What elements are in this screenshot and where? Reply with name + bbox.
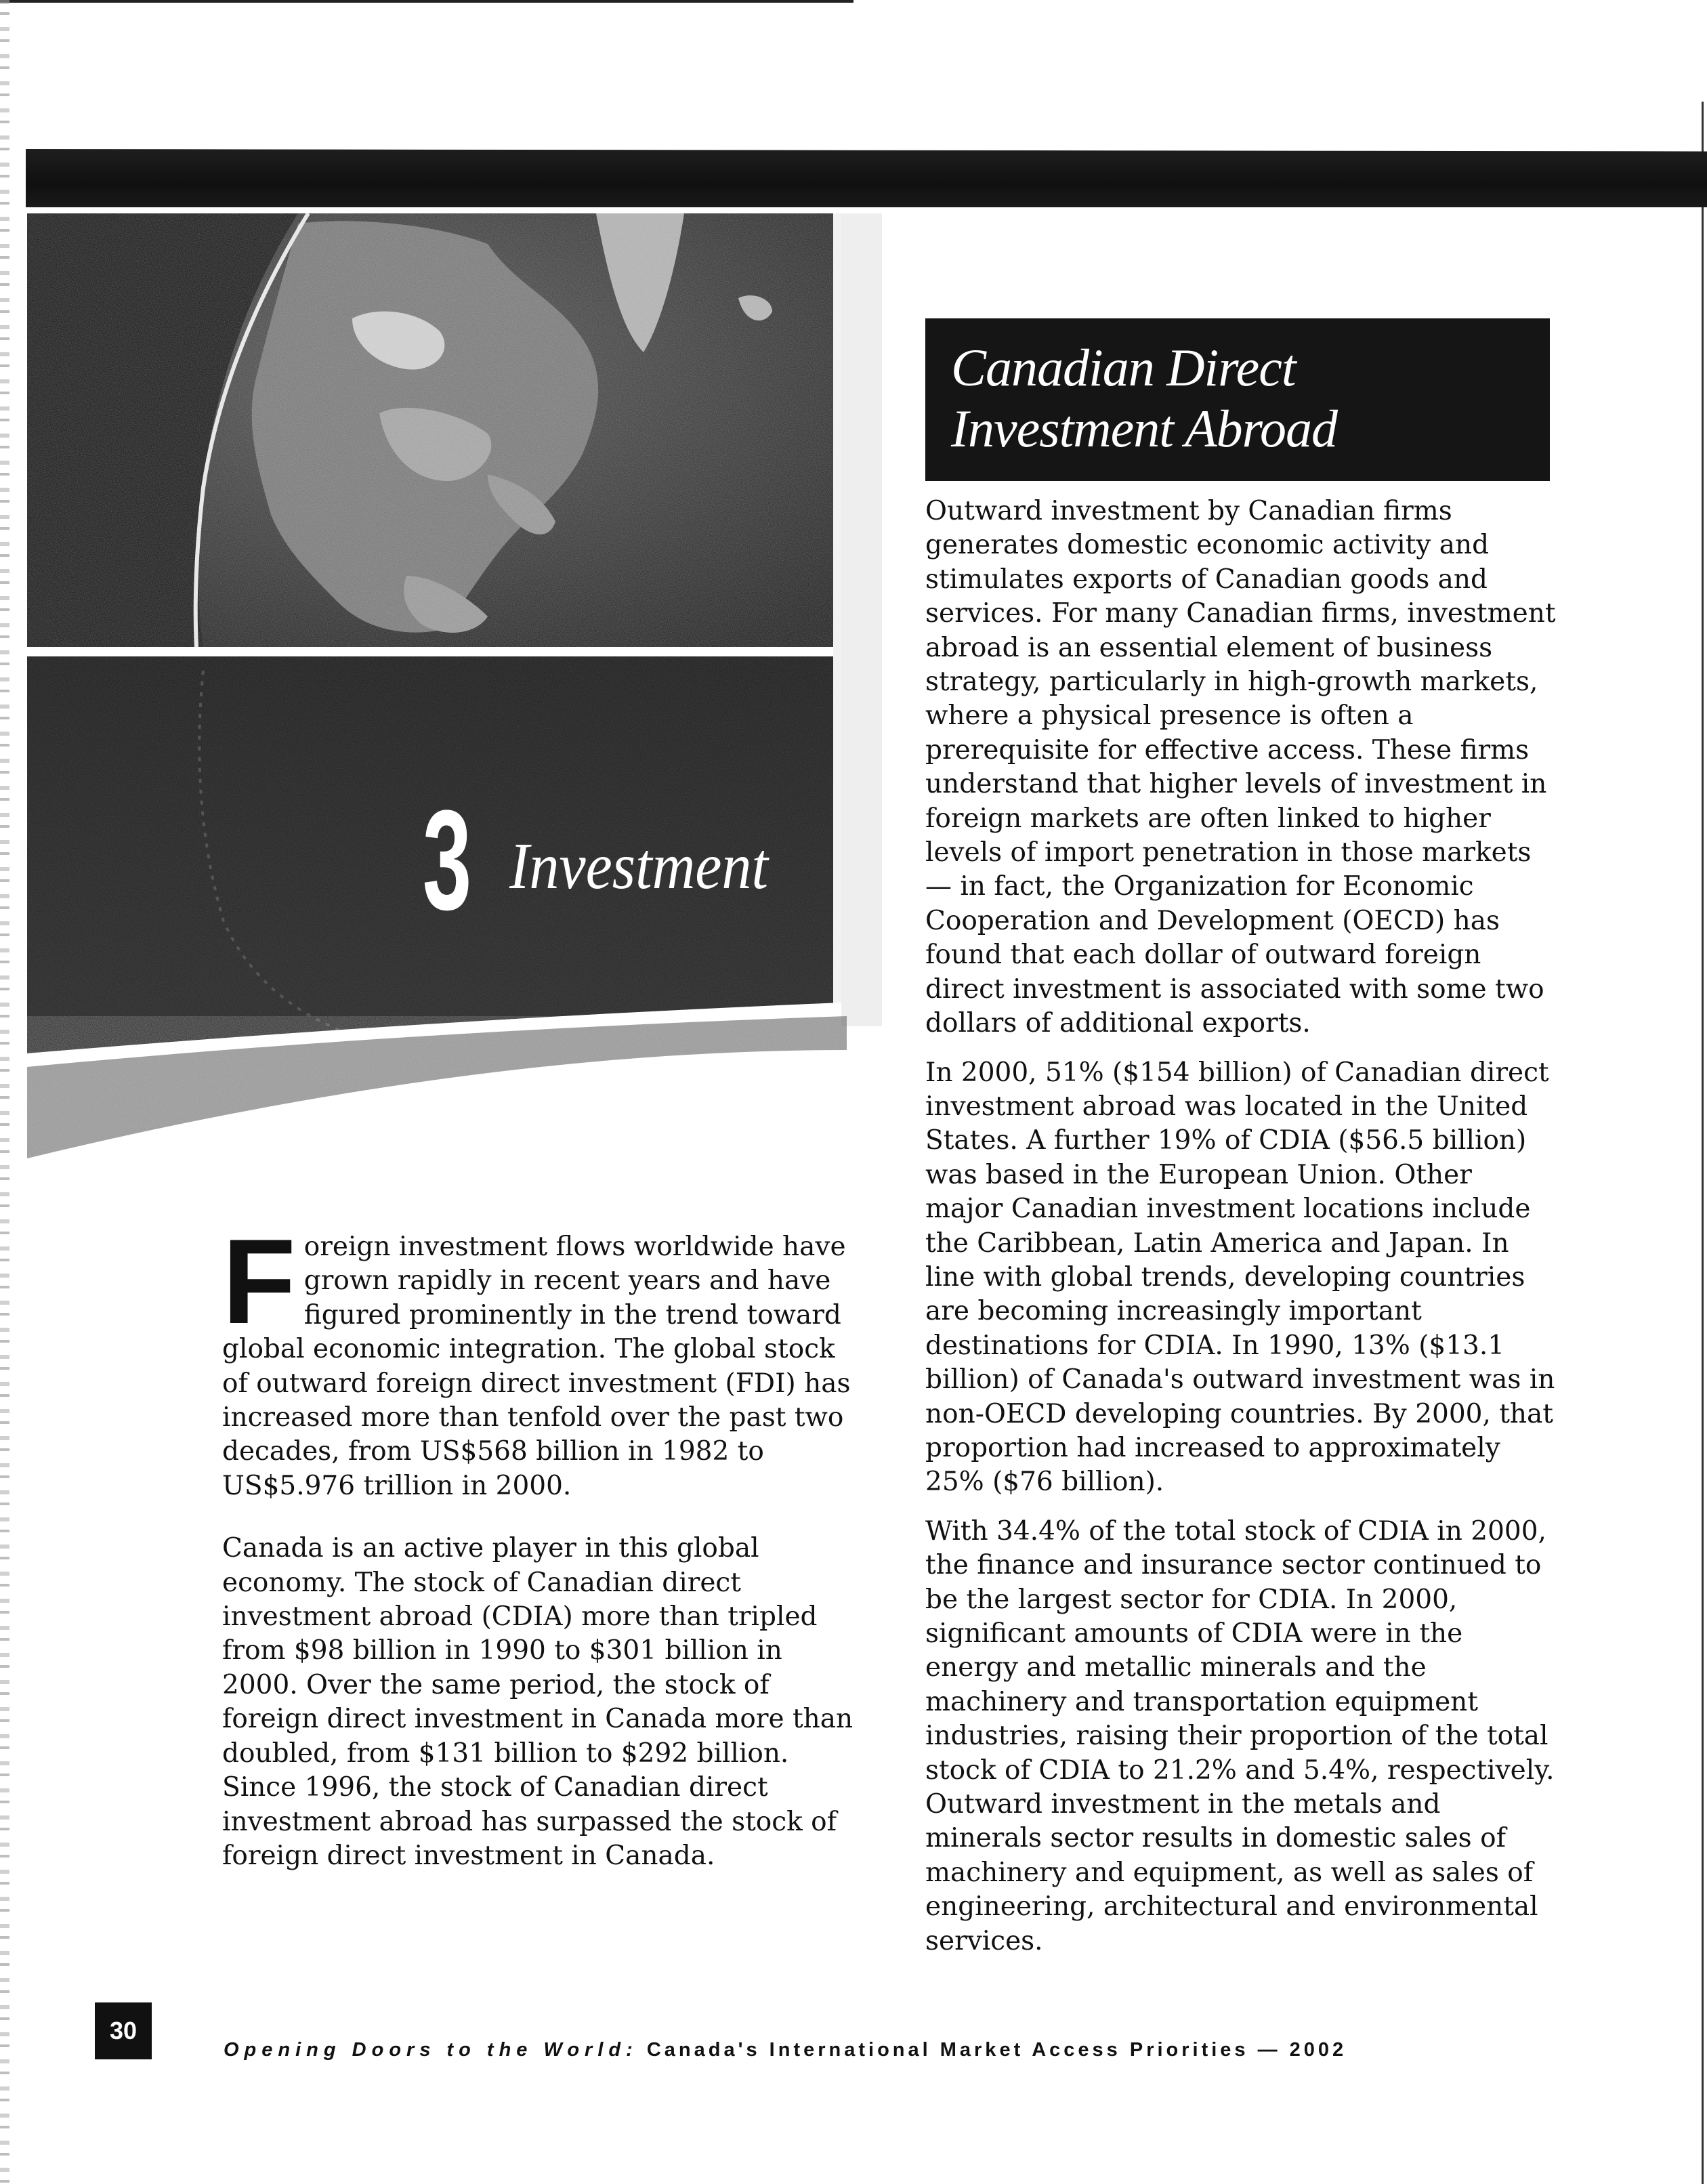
drop-cap: F <box>222 1214 296 1349</box>
right-column <box>925 495 1557 1958</box>
body-paragraph: With 34.4% of the total stock of CDIA in 2000, the finance and insurance sector continued to be the largest sector for CDIA. In 2000, significant amounts of CDIA were in the energy and metallic minerals and the machinery and transportation equipment industries, raising their proportion of the total stock of CDIA to 21.2% and 5.4%, respectively. Outward investment in the metals and minerals sector results in domestic sales of machinery and equipment, as well as sales of engineering, architectural and environmental services. <box>925 1515 1555 1956</box>
chapter-hero-image <box>0 196 894 1199</box>
section-heading-box <box>925 318 1550 481</box>
scan-right-edge <box>1699 102 1707 2184</box>
body-paragraph: Outward investment by Canadian firms generates domestic economic activity and stimulates exports of Canadian goods and services. For many Canadian firms, investment abroad is an essential element of business strategy, particularly in high-growth markets, where a physical presence is often a prerequisite for effective access. These firms understand that higher levels of investment in foreign markets are often linked to higher levels of import penetration in those markets — in fact, the Organization for Economic Cooperation and Development (OECD) has found that each dollar of outward foreign direct investment is associated with some two dollars of additional exports. <box>925 496 1556 1039</box>
scan-top-rule <box>0 0 854 3</box>
left-column <box>222 1214 859 1873</box>
section-title-line1: Canadian Direct <box>951 338 1296 397</box>
section-title-line2: Investment Abroad <box>951 399 1338 458</box>
north-america-map <box>27 213 833 647</box>
chapter-number: 3 <box>422 780 472 940</box>
body-paragraph: In 2000, 51% ($154 billion) of Canadian direct investment abroad was located in the United States. A further 19% of CDIA ($56.5 billion) was based in the European Union. Other major Canadian investment locations include the Caribbean, Latin America and Japan. In line with global trends, developing countries are becoming increasingly important destinations for CDIA. In 1990, 13% ($13.1 billion) of Canada's outward investment was in non-OECD developing countries. By 2000, that proportion had increased to approximately 25% ($76 billion). <box>925 1057 1555 1498</box>
page-number: 30 <box>95 2002 152 2059</box>
footer-subtitle: Canada's International Market Access Priorities — 2002 <box>646 2039 1347 2061</box>
section-title <box>951 337 1550 459</box>
chapter-title: Investment <box>509 830 769 903</box>
intro-paragraph <box>222 1214 859 1503</box>
footer-publication-title: Opening Doors to the World: <box>224 2039 638 2061</box>
intro-paragraph-text: oreign investment flows worldwide have grown rapidly in recent years and have figured prominently in the trend toward global economic integration. The global stock of outward foreign direct investment (FDI) has increased more than tenfold over the past two decades, from US$568 billion in 1982 to US$5.976 trillion in 2000. <box>222 1232 851 1501</box>
body-paragraph: Canada is an active player in this global economy. The stock of Canadian direct investment abroad (CDIA) more than tripled from $98 billion in 1990 to $301 billion in 2000. Over the same period, the stock of foreign direct investment in Canada more than doubled, from $131 billion to $292 billion. Since 1996, the stock of Canadian direct investment abroad has surpassed the stock of foreign direct investment in Canada. <box>222 1533 854 1871</box>
footer-running-title <box>224 2036 1347 2063</box>
